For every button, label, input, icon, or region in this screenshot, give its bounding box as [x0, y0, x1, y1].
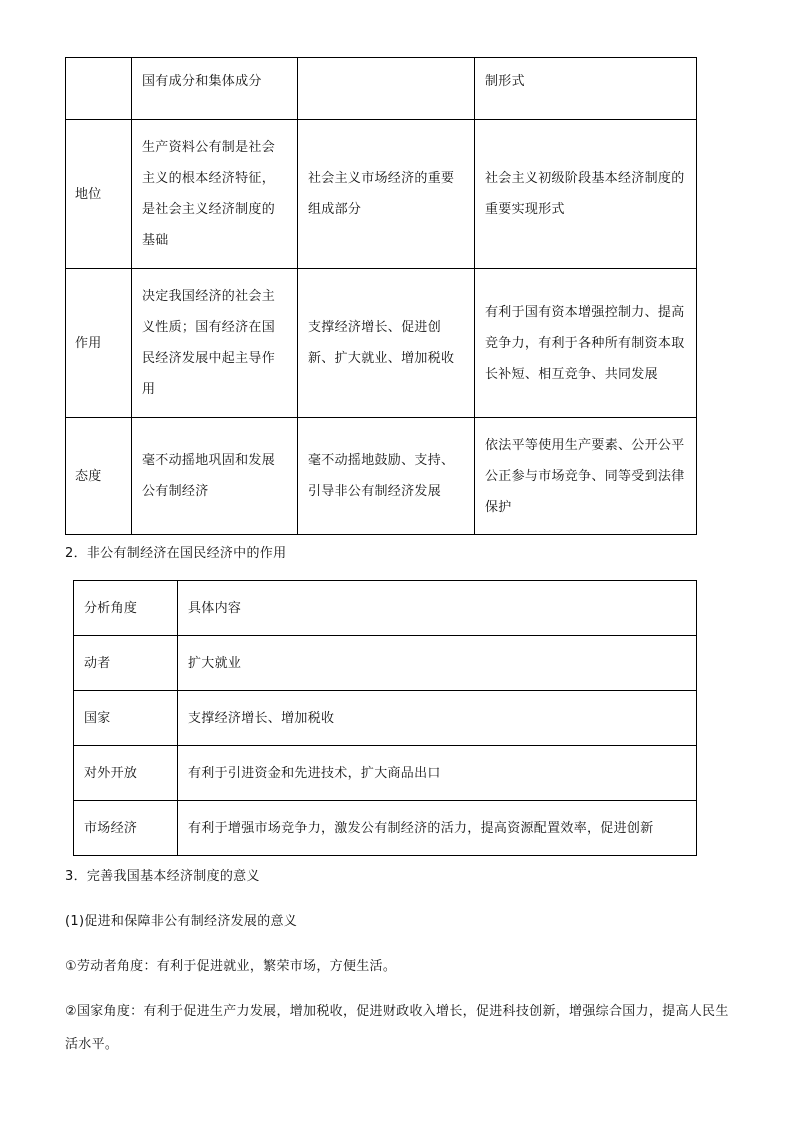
table-cell: 有利于增强市场竞争力，激发公有制经济的活力，提高资源配置效率，促进创新 — [178, 801, 697, 856]
table-cell: 依法平等使用生产要素、公开公平公正参与市场竞争、同等受到法律保护 — [475, 418, 697, 535]
table-cell: 动者 — [74, 636, 178, 691]
section-heading: 3．完善我国基本经济制度的意义 — [65, 869, 260, 884]
table-cell — [66, 58, 132, 120]
row-header-role: 作用 — [66, 269, 132, 418]
table-cell: 对外开放 — [74, 746, 178, 801]
subsection-heading: (1)促进和保障非公有制经济发展的意义 — [65, 914, 298, 929]
table-header-cell: 分析角度 — [74, 581, 178, 636]
table-row — [66, 269, 697, 418]
table-row — [74, 801, 697, 856]
row-header-status: 地位 — [66, 120, 132, 269]
paragraph: ②国家角度：有利于促进生产力发展，增加税收，促进财政收入增长，促进科技创新，增强综合国力，提高人民生活水平。 — [65, 1004, 729, 1052]
table-cell: 制形式 — [475, 58, 697, 120]
table-cell: 毫不动摇地巩固和发展公有制经济 — [132, 418, 298, 535]
table-row — [74, 691, 697, 746]
table-row — [66, 58, 697, 120]
table-cell: 扩大就业 — [178, 636, 697, 691]
non-public-economy-table — [73, 580, 697, 856]
table-cell: 国有成分和集体成分 — [132, 58, 298, 120]
table-cell — [298, 58, 475, 120]
table-cell: 支撑经济增长、增加税收 — [178, 691, 697, 746]
ownership-comparison-table — [65, 57, 697, 535]
table-header-cell: 具体内容 — [178, 581, 697, 636]
table-row — [66, 120, 697, 269]
table-cell: 市场经济 — [74, 801, 178, 856]
table-row — [66, 418, 697, 535]
table-cell: 有利于引进资金和先进技术，扩大商品出口 — [178, 746, 697, 801]
table-cell: 生产资料公有制是社会主义的根本经济特征，是社会主义经济制度的基础 — [132, 120, 298, 269]
section-heading: 2．非公有制经济在国民经济中的作用 — [65, 546, 287, 561]
table-cell: 支撑经济增长、促进创新、扩大就业、增加税收 — [298, 269, 475, 418]
table-cell: 社会主义初级阶段基本经济制度的重要实现形式 — [475, 120, 697, 269]
table-cell: 社会主义市场经济的重要组成部分 — [298, 120, 475, 269]
table-cell: 决定我国经济的社会主义性质；国有经济在国民经济发展中起主导作用 — [132, 269, 298, 418]
table-row — [74, 746, 697, 801]
table-cell: 国家 — [74, 691, 178, 746]
table-row — [74, 636, 697, 691]
paragraph: ①劳动者角度：有利于促进就业，繁荣市场，方便生活。 — [65, 959, 397, 974]
table-cell: 有利于国有资本增强控制力、提高竞争力，有利于各种所有制资本取长补短、相互竞争、共同发展 — [475, 269, 697, 418]
table-row — [74, 581, 697, 636]
row-header-attitude: 态度 — [66, 418, 132, 535]
table-cell: 毫不动摇地鼓励、支持、引导非公有制经济发展 — [298, 418, 475, 535]
